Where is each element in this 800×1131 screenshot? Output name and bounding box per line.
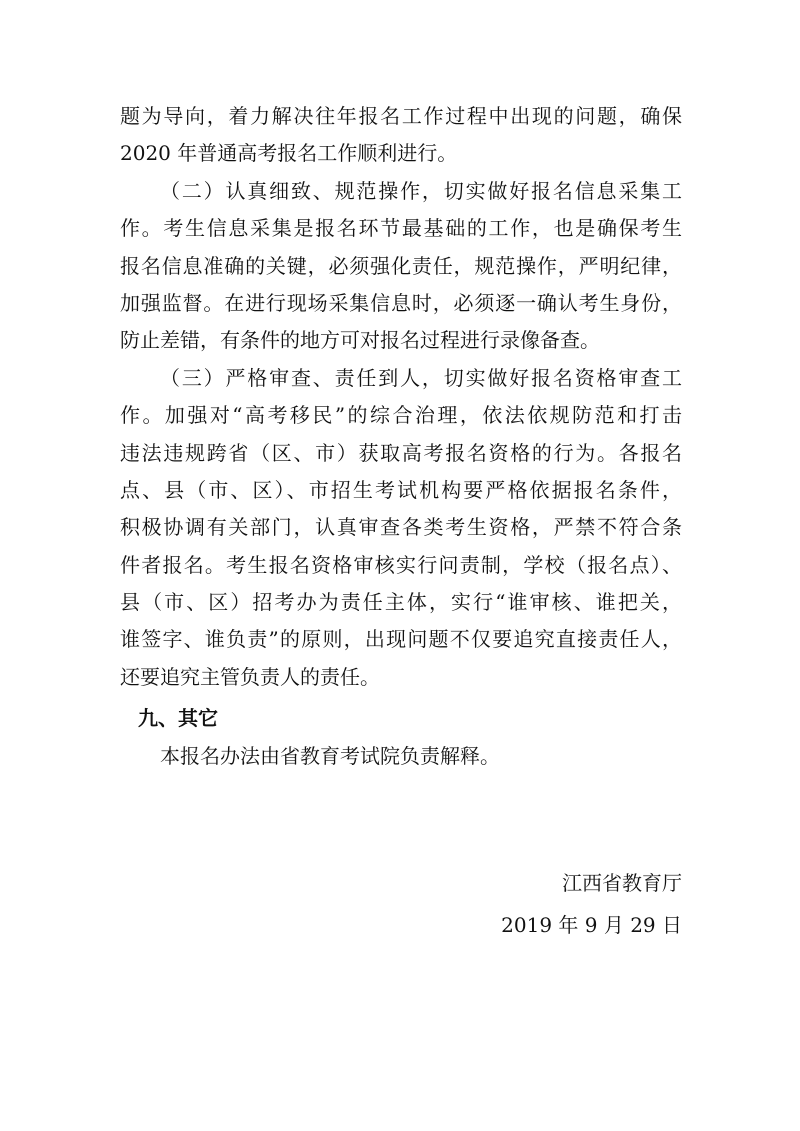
text-line: 作。加强对“高考移民”的综合治理，依法依规防范和打击 [120, 403, 682, 428]
text-line: 县（市、区）招考办为责任主体，实行“谁审核、谁把关， [120, 590, 682, 615]
section-text: 本报名办法由省教育考试院负责解释。 [160, 743, 500, 768]
text-line: （二）认真细致、规范操作，切实做好报名信息采集工 [160, 178, 682, 203]
issue-date: 2019 年 9 月 29 日 [501, 913, 682, 937]
text-line: 报名信息准确的关键，必须强化责任，规范操作，严明纪律， [120, 253, 682, 278]
text-line: 点、县（市、区）、市招生考试机构要严格依据报名条件， [120, 477, 682, 502]
text-line: 题为导向，着力解决往年报名工作过程中出现的问题，确保 [120, 104, 682, 128]
text-line: （三）严格审查、责任到人，切实做好报名资格审查工 [160, 365, 682, 390]
text-line: 加强监督。在进行现场采集信息时，必须逐一确认考生身份， [120, 290, 682, 315]
paragraph-standardized-collection [120, 173, 682, 360]
text-line: 件者报名。考生报名资格审核实行问责制，学校（报名点）、 [120, 552, 682, 577]
signature-block [501, 862, 682, 946]
text-line: 还要追究主管负责人的责任。 [120, 664, 380, 689]
text-line: 作。考生信息采集是报名环节最基础的工作，也是确保考生 [120, 216, 682, 241]
document-body [120, 98, 682, 775]
section-heading: 九、其它 [138, 706, 218, 731]
text-line: 违法违规跨省（区、市）获取高考报名资格的行为。各报名 [120, 440, 682, 465]
text-line: 积极协调有关部门，认真审查各类考生资格，严禁不符合条 [120, 515, 682, 540]
paragraph-strict-review [120, 360, 682, 697]
text-line: 2020 年普通高考报名工作顺利进行。 [120, 141, 458, 166]
text-line: 谁签字、谁负责”的原则，出现问题不仅要追究直接责任人， [120, 627, 682, 652]
paragraph-intro [120, 98, 682, 173]
text-line: 防止差错，有条件的地方可对报名过程进行录像备查。 [120, 328, 600, 353]
issuer-name: 江西省教育厅 [562, 871, 682, 895]
